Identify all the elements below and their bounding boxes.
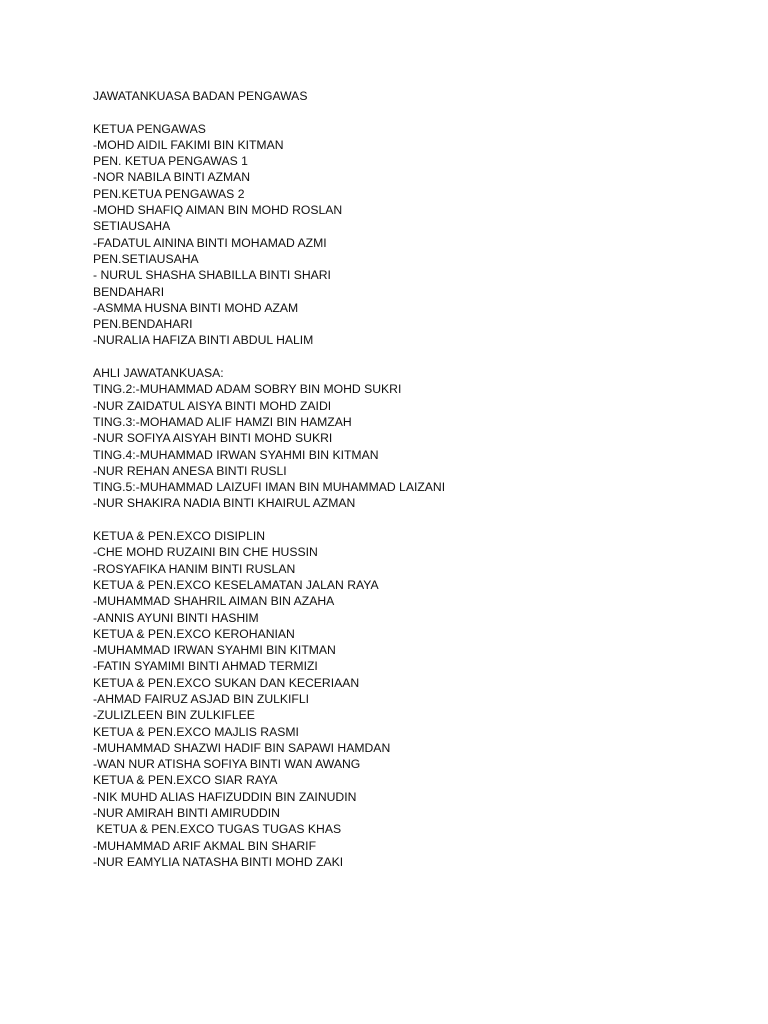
text-line: BENDAHARI — [93, 284, 165, 299]
section-gap — [93, 512, 733, 528]
text-line: -NIK MUHD ALIAS HAFIZUDDIN BIN ZAINUDIN — [93, 789, 357, 804]
text-line: KETUA & PEN.EXCO SUKAN DAN KECERIAAN — [93, 675, 360, 690]
text-line: -NOR NABILA BINTI AZMAN — [93, 170, 251, 185]
text-line: KETUA & PEN.EXCO KEROHANIAN — [93, 626, 295, 641]
text-line: -MUHAMMAD SHAZWI HADIF BIN SAPAWI HAMDAN — [93, 740, 391, 755]
text-line: -NUR ZAIDATUL AISYA BINTI MOHD ZAIDI — [93, 398, 332, 413]
text-line: -AHMAD FAIRUZ ASJAD BIN ZULKIFLI — [93, 691, 310, 706]
text-line: PEN. KETUA PENGAWAS 1 — [93, 154, 248, 169]
text-line: -NUR REHAN ANESA BINTI RUSLI — [93, 463, 287, 478]
text-line: -FADATUL AININA BINTI MOHAMAD AZMI — [93, 235, 327, 250]
text-line: -NUR EAMYLIA NATASHA BINTI MOHD ZAKI — [93, 854, 344, 869]
text-line: KETUA & PEN.EXCO DISIPLIN — [93, 529, 266, 544]
text-line: -ROSYAFIKA HANIM BINTI RUSLAN — [93, 561, 296, 576]
text-line: -ASMMA HUSNA BINTI MOHD AZAM — [93, 300, 299, 315]
text-line: TING.5:-MUHAMMAD LAIZUFI IMAN BIN MUHAMMAD LAIZANI — [93, 480, 446, 495]
text-line: -ZULIZLEEN BIN ZULKIFLEE — [93, 708, 255, 723]
text-line: - NURUL SHASHA SHABILLA BINTI SHARI — [93, 268, 331, 283]
text-line: PEN.BENDAHARI — [93, 317, 193, 332]
text-line: -CHE MOHD RUZAINI BIN CHE HUSSIN — [93, 545, 318, 560]
text-line: KETUA & PEN.EXCO KESELAMATAN JALAN RAYA — [93, 577, 379, 592]
document-title: JAWATANKUASA BADAN PENGAWAS — [93, 89, 308, 103]
text-line: TING.4:-MUHAMMAD IRWAN SYAHMI BIN KITMAN — [93, 447, 379, 462]
text-line: -MOHD AIDIL FAKIMI BIN KITMAN — [93, 137, 284, 152]
text-line: -ANNIS AYUNI BINTI HASHIM — [93, 610, 259, 625]
document-page — [93, 88, 733, 870]
text-line: KETUA PENGAWAS — [93, 121, 206, 136]
text-line: -NURALIA HAFIZA BINTI ABDUL HALIM — [93, 333, 314, 348]
text-line: PEN.KETUA PENGAWAS 2 — [93, 186, 245, 201]
text-line: AHLI JAWATANKUASA: — [93, 366, 224, 381]
section-gap — [93, 349, 733, 365]
text-line: -MUHAMMAD SHAHRIL AIMAN BIN AZAHA — [93, 594, 335, 609]
text-line: -NUR SOFIYA AISYAH BINTI MOHD SUKRI — [93, 431, 333, 446]
text-line: -MOHD SHAFIQ AIMAN BIN MOHD ROSLAN — [93, 203, 343, 218]
text-line: TING.3:-MOHAMAD ALIF HAMZI BIN HAMZAH — [93, 414, 352, 429]
text-line: -FATIN SYAMIMI BINTI AHMAD TERMIZI — [93, 659, 318, 674]
text-line: -MUHAMMAD ARIF AKMAL BIN SHARIF — [93, 838, 317, 853]
section-exco — [93, 528, 733, 870]
text-line: KETUA & PEN.EXCO TUGAS TUGAS KHAS — [93, 822, 342, 837]
text-line: -NUR AMIRAH BINTI AMIRUDDIN — [93, 806, 280, 821]
text-line: KETUA & PEN.EXCO MAJLIS RASMI — [93, 724, 299, 739]
text-line: -WAN NUR ATISHA SOFIYA BINTI WAN AWANG — [93, 757, 361, 772]
section-committee-members — [93, 365, 733, 512]
text-line: SETIAUSAHA — [93, 219, 171, 234]
text-line: -MUHAMMAD IRWAN SYAHMI BIN KITMAN — [93, 643, 336, 658]
text-line: TING.2:-MUHAMMAD ADAM SOBRY BIN MOHD SUKRI — [93, 382, 402, 397]
text-line: PEN.SETIAUSAHA — [93, 251, 199, 266]
section-office-bearers — [93, 121, 733, 349]
text-line: KETUA & PEN.EXCO SIAR RAYA — [93, 773, 278, 788]
text-line: -NUR SHAKIRA NADIA BINTI KHAIRUL AZMAN — [93, 496, 356, 511]
